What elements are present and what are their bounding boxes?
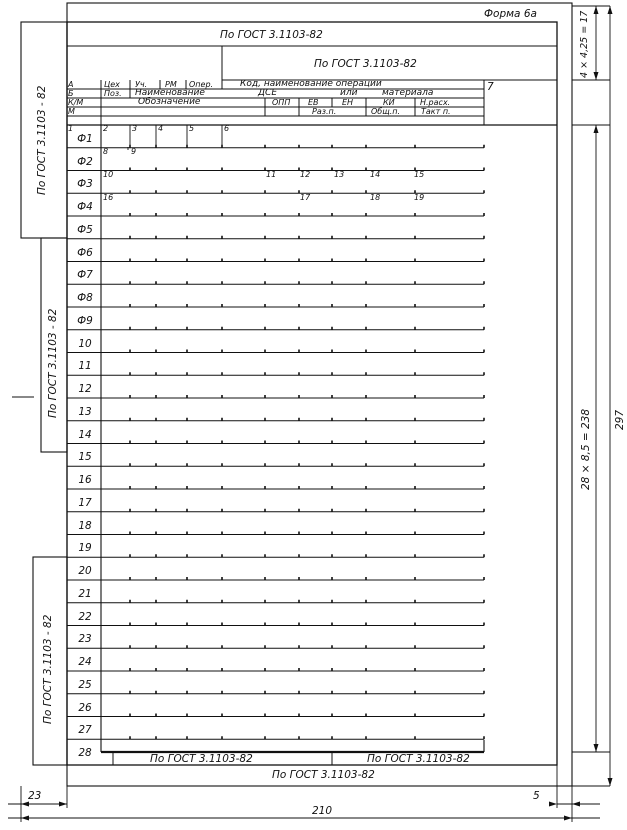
- code-a: А: [68, 80, 74, 89]
- row-label: 28: [78, 747, 92, 759]
- field-15: 15: [414, 170, 425, 179]
- dim-bottom-left: 23: [28, 790, 42, 802]
- row-label: Ф4: [77, 201, 93, 213]
- row-label: Ф2: [77, 155, 93, 168]
- field-2: 2: [103, 124, 109, 133]
- row-label: 10: [78, 337, 92, 350]
- row-label: 20: [78, 565, 92, 577]
- row-label: Ф9: [77, 314, 93, 327]
- field-17: 17: [300, 193, 311, 202]
- row-label: 21: [78, 587, 92, 600]
- row-label: Ф8: [77, 292, 93, 304]
- row-label: 14: [78, 428, 92, 441]
- code-m: М: [68, 107, 75, 116]
- row-label: Ф3: [77, 178, 93, 191]
- hdr-obshp: Общ.п.: [371, 107, 401, 116]
- standard-ref-footer-right: По ГОСТ 3.1103-82: [367, 753, 470, 765]
- field-5: 5: [189, 124, 195, 133]
- dim-bottom-total: 210: [312, 805, 333, 817]
- field-7: 7: [487, 81, 494, 93]
- row-label: 17: [78, 496, 92, 509]
- row-label: Ф1: [77, 132, 93, 145]
- stamp-text-top: По ГОСТ 3.1103 - 82: [36, 85, 48, 195]
- hdr-uch: Уч.: [135, 80, 148, 89]
- row-label: 19: [78, 542, 92, 555]
- field-16: 16: [103, 193, 114, 202]
- dim-right-main: 28 × 8,5 = 238: [580, 408, 592, 490]
- stamp-text-bottom: По ГОСТ 3.1103 - 82: [42, 614, 54, 724]
- hdr-tseh: Цех: [104, 80, 120, 89]
- field-11: 11: [266, 170, 277, 179]
- hdr-mat: материала: [382, 88, 434, 98]
- dim-right-total: 297: [614, 409, 626, 430]
- form-label: Форма 6а: [484, 8, 537, 20]
- outer-sheet-frame: [67, 3, 572, 786]
- hdr-razp: Раз.п.: [312, 107, 337, 116]
- hdr-takt: Такт п.: [421, 107, 451, 116]
- code-km: К/М: [68, 98, 84, 107]
- field-10: 10: [103, 170, 114, 179]
- row-label: 12: [78, 383, 92, 395]
- row-label: 15: [78, 451, 92, 464]
- row-label: 11: [78, 360, 92, 373]
- row-label: 26: [78, 701, 92, 714]
- field-19: 19: [414, 193, 425, 202]
- form-rows: [67, 145, 484, 740]
- hdr-poz: Поз.: [104, 89, 122, 98]
- dim-bottom-right: 5: [533, 790, 540, 802]
- standard-ref-footer-left: По ГОСТ 3.1103-82: [150, 753, 253, 765]
- row-label: 16: [78, 474, 92, 486]
- row-label: Ф6: [77, 246, 93, 259]
- hdr-ki: КИ: [383, 98, 395, 107]
- code-b: Б: [68, 89, 74, 98]
- hdr-en: ЕН: [342, 98, 354, 107]
- stamp-text-middle: По ГОСТ 3.1103 - 82: [47, 308, 59, 418]
- hdr-opp: ОПП: [272, 98, 291, 107]
- standard-ref-top: По ГОСТ 3.1103-82: [220, 29, 323, 41]
- row-label: 27: [78, 724, 92, 737]
- hdr-oper: Опер.: [189, 80, 214, 89]
- field-12: 12: [300, 170, 311, 179]
- field-8: 8: [103, 147, 109, 156]
- field-1: 1: [68, 124, 74, 133]
- dim-right-top: 4 × 4,25 = 17: [579, 10, 590, 78]
- hdr-oboz: Обозначение: [138, 97, 201, 107]
- field-6: 6: [224, 124, 230, 133]
- hdr-ev: ЕВ: [308, 98, 319, 107]
- main-frame: [67, 22, 557, 765]
- row-label: 25: [78, 678, 92, 691]
- row-label: 13: [78, 405, 92, 418]
- field-14: 14: [370, 170, 381, 179]
- field-13: 13: [334, 170, 345, 179]
- hdr-rm: РМ: [165, 80, 177, 89]
- row-label: Ф7: [77, 269, 93, 282]
- hdr-dse: ДСЕ: [258, 88, 278, 98]
- hdr-ili: или: [340, 88, 358, 98]
- standard-ref-upper-right: По ГОСТ 3.1103-82: [314, 58, 417, 70]
- row-label: 22: [78, 610, 92, 623]
- field-4: 4: [158, 124, 164, 133]
- hdr-kod: Код, наименование операции: [240, 79, 382, 89]
- row-label: 18: [78, 519, 92, 532]
- hdr-nrash: Н.расх.: [420, 98, 451, 107]
- field-9: 9: [131, 147, 137, 156]
- standard-ref-bottom: По ГОСТ 3.1103-82: [272, 769, 375, 781]
- field-3: 3: [132, 124, 138, 133]
- row-label: 23: [78, 633, 92, 646]
- row-label: Ф5: [77, 223, 93, 236]
- hdr-naim: Наименование: [135, 88, 205, 98]
- field-18: 18: [370, 193, 381, 202]
- row-label: 24: [78, 656, 92, 668]
